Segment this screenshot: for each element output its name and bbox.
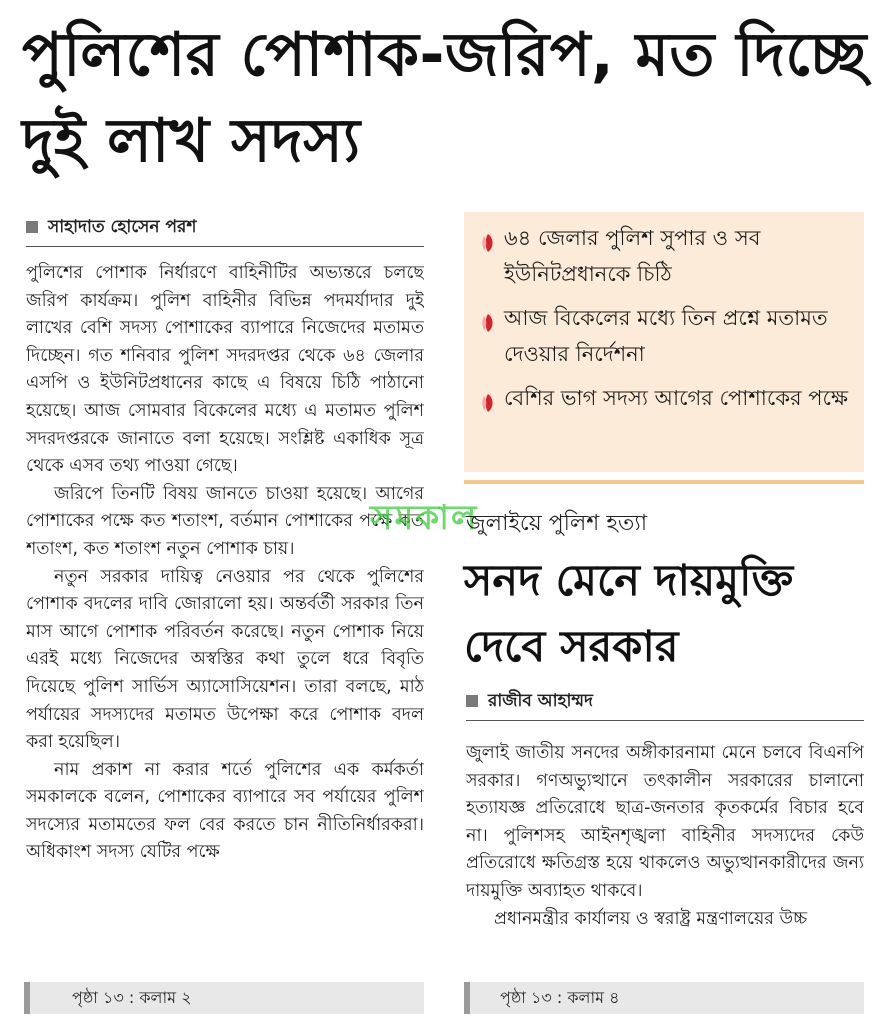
second-continuation-text: পৃষ্ঠা ১৩ : কলাম ৪ bbox=[500, 988, 620, 1007]
second-byline bbox=[466, 688, 864, 721]
red-bullet-icon bbox=[482, 314, 494, 332]
main-byline bbox=[26, 214, 424, 247]
article-paragraph: জুলাই জাতীয় সনদের অঙ্গীকারনামা মেনে চলবে বিএনপি সরকার। গণঅভ্যুত্থানে তৎকালীন সরকারের চালানো হত্যাযজ্ঞ প্রতিরোধে ছাত্র-জনতার কৃতকর্মের বিচার হবে না। পুলিশসহ আইনশৃঙ্খলা বাহিনীর সদস্যদের কেউ প্রতিরোধে ক্ষতিগ্রস্ত হয়ে থাকলেও অভ্যুত্থানকারীদের জন্য দায়মুক্তি অব্যাহত থাকবে। bbox=[466, 743, 864, 901]
article-paragraph: পুলিশের পোশাক নির্ধারণে বাহিনীটির অভ্যন্তরে চলছে জরিপ কার্যক্রম। পুলিশ বাহিনীর বিভিন্ন পদমর্যাদার দুই লাখের বেশি সদস্য পোশাকের ব্যাপারে নিজেদের মতামত দিচ্ছেন। গত শনিবার পুলিশ সদরদপ্তর থেকে ৬৪ জেলার এসপি ও ইউনিটপ্রধানের কাছে এ বিষয়ে চিঠি পাঠানো হয়েছে। আজ সোমবার বিকেলের মধ্যে এ মতামত পুলিশ সদরদপ্তরকে জানাতে বলা হয়েছে। সংশ্লিষ্ট একাধিক সূত্র থেকে এসব তথ্য পাওয়া গেছে। bbox=[26, 263, 424, 477]
highlight-text: আজ বিকেলের মধ্যে তিন প্রশ্নে মতামত দেওয়ার নির্দেশনা bbox=[504, 306, 828, 366]
byline-square-icon bbox=[26, 221, 38, 233]
article-paragraph: নতুন সরকার দায়িত্ব নেওয়ার পর থেকে পুলিশের পোশাক বদলের দাবি জোরালো হয়। অন্তর্বর্তী সরকার তিন মাস আগে পোশাক পরিবর্তন করেছে। নতুন পোশাক নিয়ে এরই মধ্যে নিজেদের অস্বস্তির কথা তুলে ধরে বিবৃতি দিয়েছে পুলিশ সার্ভিস অ্যাসোসিয়েশন। তারা বলছে, মাঠ পর্যায়ের সদস্যদের মতামত উপেক্ষা করে পোশাক বদল করা হয়েছিল। bbox=[26, 566, 424, 753]
second-article-body bbox=[466, 740, 864, 962]
second-byline-author: রাজীব আহাম্মদ bbox=[488, 691, 593, 711]
highlight-item bbox=[482, 300, 850, 372]
footer-bar bbox=[464, 982, 470, 1014]
red-bullet-icon bbox=[482, 234, 494, 252]
second-continuation-footer bbox=[464, 982, 864, 1014]
highlight-text: বেশির ভাগ সদস্য আগের পোশাকের পক্ষে bbox=[504, 386, 848, 410]
highlight-item bbox=[482, 220, 850, 292]
article-paragraph: জরিপে তিনটি বিষয় জানতে চাওয়া হয়েছে। আগের পোশাকের পক্ষে কত শতাংশ, বর্তমান পোশাকের পক্ষে কত শতাংশ, কত শতাংশ নতুন পোশাক চায়। bbox=[26, 483, 424, 559]
highlights-box bbox=[464, 212, 864, 472]
second-headline: সনদ মেনে দায়মুক্তি দেবে সরকার bbox=[464, 556, 794, 672]
article-paragraph: প্রধানমন্ত্রীর কার্যালয় ও স্বরাষ্ট্র মন্ত্রণালয়ের উচ্চ bbox=[494, 908, 808, 929]
watermark-logo: সমকাল bbox=[370, 498, 479, 538]
highlight-item bbox=[482, 380, 850, 416]
main-continuation-text: পৃষ্ঠা ১৩ : কলাম ২ bbox=[72, 988, 192, 1007]
footer-bar bbox=[24, 982, 30, 1014]
main-continuation-footer bbox=[24, 982, 424, 1014]
main-headline: পুলিশের পোশাক-জরিপ, মত দিচ্ছে দুই লাখ সদস্য bbox=[22, 20, 867, 176]
main-byline-author: সাহাদাত হোসেন পরশ bbox=[48, 217, 197, 237]
main-article-body bbox=[26, 260, 424, 960]
section-divider bbox=[464, 480, 864, 484]
second-kicker: জুলাইয়ে পুলিশ হত্যা bbox=[466, 511, 648, 536]
byline-square-icon bbox=[466, 695, 478, 707]
red-bullet-icon bbox=[482, 394, 494, 412]
highlight-text: ৬৪ জেলার পুলিশ সুপার ও সব ইউনিটপ্রধানকে চিঠি bbox=[504, 226, 761, 286]
article-paragraph: নাম প্রকাশ না করার শর্তে পুলিশের এক কর্মকর্তা সমকালকে বলেন, পোশাকের ব্যাপারে সব পর্যায়ের পুলিশ সদস্যের মতামতের ফল বের করতে চান নীতিনির্ধারকরা। অধিকাংশ সদস্য যেটির পক্ষে bbox=[26, 759, 424, 863]
